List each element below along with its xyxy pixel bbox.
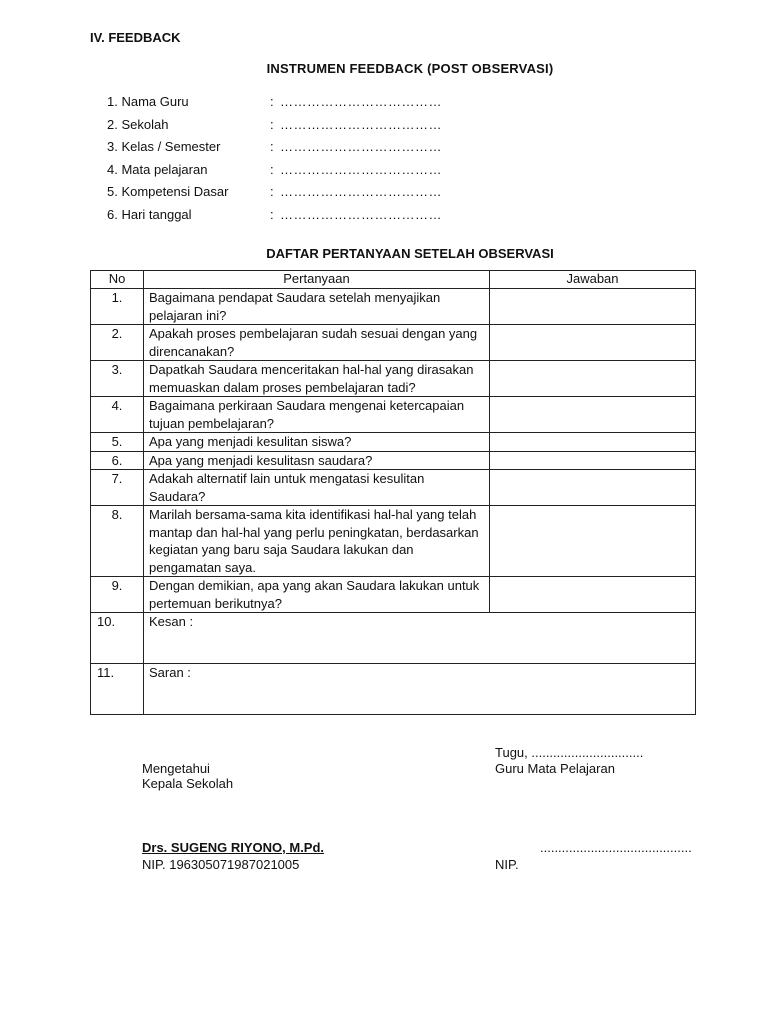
field-colon: :	[270, 139, 274, 154]
kesan-field[interactable]: Kesan :	[144, 613, 696, 664]
document-title: INSTRUMEN FEEDBACK (POST OBSERVASI)	[266, 61, 554, 76]
question-text: Marilah bersama-sama kita identifikasi hal-hal yang telah mantap dan hal-hal yang perlu peningkatan, berdasarkan kegiatan yang baru saja Saudara lakukan dan pengamatan saya.	[144, 506, 490, 577]
row-number: 10.	[91, 613, 144, 664]
row-number: 4.	[91, 397, 144, 433]
table-row	[91, 289, 696, 325]
answer-cell[interactable]	[490, 361, 696, 397]
field-fill-dots[interactable]: ………………………………	[280, 207, 442, 222]
row-number: 5.	[91, 433, 144, 452]
field-colon: :	[270, 207, 274, 222]
field-fill-dots[interactable]: ………………………………	[280, 184, 442, 199]
row-number: 7.	[91, 470, 144, 506]
row-number: 1.	[91, 289, 144, 325]
question-table	[90, 270, 696, 715]
teacher-name-dots[interactable]: ..........................................	[540, 840, 692, 855]
table-row	[91, 470, 696, 506]
table-row	[91, 397, 696, 433]
answer-cell[interactable]	[490, 397, 696, 433]
row-number: 9.	[91, 577, 144, 613]
answer-cell[interactable]	[490, 451, 696, 470]
question-text: Apa yang menjadi kesulitasn saudara?	[144, 451, 490, 470]
field-fill-dots[interactable]: ………………………………	[280, 94, 442, 109]
field-fill-dots[interactable]: ………………………………	[280, 162, 442, 177]
answer-cell[interactable]	[490, 289, 696, 325]
field-fill-dots[interactable]: ………………………………	[280, 117, 442, 132]
table-row	[91, 577, 696, 613]
row-number: 11.	[91, 664, 144, 715]
section-title: IV. FEEDBACK	[90, 30, 181, 45]
field-label: 6. Hari tanggal	[107, 207, 192, 222]
field-colon: :	[270, 94, 274, 109]
table-row	[91, 361, 696, 397]
table-row-kesan	[91, 613, 696, 664]
column-header-no: No	[91, 271, 144, 289]
field-colon: :	[270, 184, 274, 199]
acknowledged-label: Mengetahui	[142, 761, 210, 776]
field-label: 3. Kelas / Semester	[107, 139, 221, 154]
field-fill-dots[interactable]: ………………………………	[280, 139, 442, 154]
question-text: Adakah alternatif lain untuk mengatasi kesulitan Saudara?	[144, 470, 490, 506]
place-date: Tugu, ...............................	[495, 745, 644, 760]
row-number: 6.	[91, 451, 144, 470]
question-text: Dengan demikian, apa yang akan Saudara lakukan untuk pertemuan berikutnya?	[144, 577, 490, 613]
field-label: 2. Sekolah	[107, 117, 169, 132]
answer-cell[interactable]	[490, 325, 696, 361]
question-text: Apakah proses pembelajaran sudah sesuai dengan yang direncanakan?	[144, 325, 490, 361]
field-label: 4. Mata pelajaran	[107, 162, 208, 177]
answer-cell[interactable]	[490, 433, 696, 452]
saran-field[interactable]: Saran :	[144, 664, 696, 715]
table-row-saran	[91, 664, 696, 715]
field-colon: :	[270, 117, 274, 132]
table-header-row	[91, 271, 696, 289]
row-number: 2.	[91, 325, 144, 361]
table-row	[91, 506, 696, 577]
row-number: 8.	[91, 506, 144, 577]
table-row	[91, 325, 696, 361]
question-list-title: DAFTAR PERTANYAAN SETELAH OBSERVASI	[266, 246, 554, 261]
answer-cell[interactable]	[490, 470, 696, 506]
column-header-question: Pertanyaan	[144, 271, 490, 289]
question-text: Bagaimana perkiraan Saudara mengenai ketercapaian tujuan pembelajaran?	[144, 397, 490, 433]
question-text: Bagaimana pendapat Saudara setelah menyajikan pelajaran ini?	[144, 289, 490, 325]
question-text: Apa yang menjadi kesulitan siswa?	[144, 433, 490, 452]
teacher-role: Guru Mata Pelajaran	[495, 761, 615, 776]
question-text: Dapatkah Saudara menceritakan hal-hal yang dirasakan memuaskan dalam proses pembelajaran tadi?	[144, 361, 490, 397]
field-label: 5. Kompetensi Dasar	[107, 184, 229, 199]
answer-cell[interactable]	[490, 577, 696, 613]
field-colon: :	[270, 162, 274, 177]
field-label: 1. Nama Guru	[107, 94, 189, 109]
row-number: 3.	[91, 361, 144, 397]
table-row	[91, 451, 696, 470]
principal-name: Drs. SUGENG RIYONO, M.Pd.	[142, 840, 325, 855]
column-header-answer: Jawaban	[490, 271, 696, 289]
principal-role: Kepala Sekolah	[142, 776, 234, 791]
table-row	[91, 433, 696, 452]
principal-nip: NIP. 196305071987021005	[142, 857, 300, 872]
teacher-nip: NIP.	[495, 857, 519, 872]
answer-cell[interactable]	[490, 506, 696, 577]
